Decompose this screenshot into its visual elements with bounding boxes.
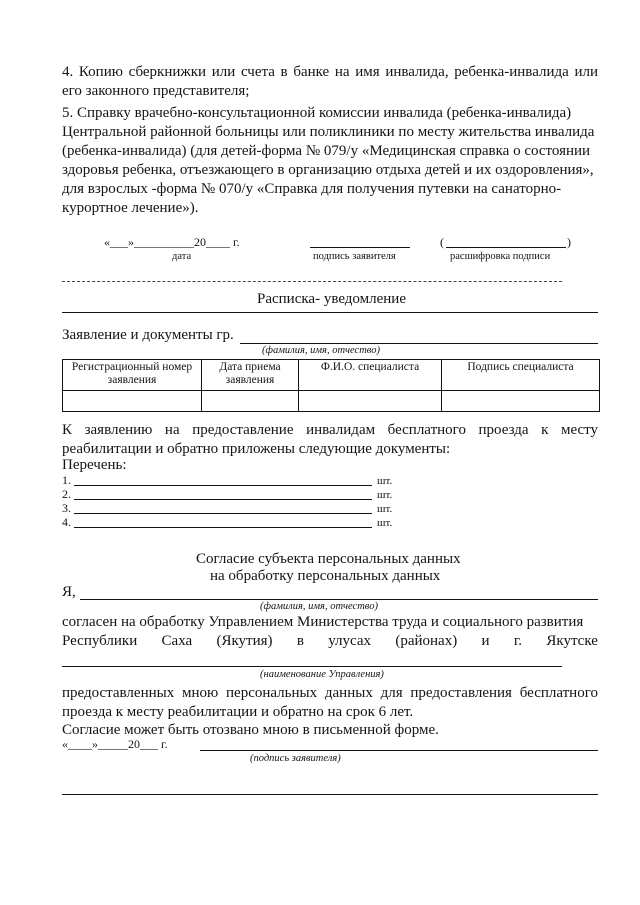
list-item-line-3[interactable] xyxy=(74,513,372,514)
receipt-title: Расписка- уведомление xyxy=(257,291,406,307)
consent-signature-line[interactable] xyxy=(200,750,598,751)
list-item-number-2: 2. xyxy=(62,487,71,501)
consent-signature-caption: (подпись заявителя) xyxy=(250,753,341,764)
list-item-number-4: 4. xyxy=(62,515,71,529)
cell-receipt-date[interactable] xyxy=(202,391,299,412)
list-item-unit-2: шт. xyxy=(377,489,393,501)
consent-date-template: «____»_____20___ г. xyxy=(62,737,168,751)
consent-revoke-text: Согласие может быть отозвано мною в письменной форме. xyxy=(62,722,439,738)
header-specialist-fio: Ф.И.О. специалиста xyxy=(299,360,442,391)
receipt-title-rule xyxy=(62,312,598,313)
table-row xyxy=(63,391,600,412)
header-reg-number: Регистрационный номер заявления xyxy=(63,360,202,391)
list-item-number-3: 3. xyxy=(62,501,71,515)
cut-line-separator xyxy=(62,281,562,282)
consent-fio-caption: (фамилия, имя, отчество) xyxy=(260,601,378,612)
consent-i-label: Я, xyxy=(62,584,76,600)
decoding-line xyxy=(446,247,566,248)
consent-provided-text: предоставленных мною персональных данных для предоставления бесплатного проезда к месту реабилитации и обратно на срок 6 лет. xyxy=(62,685,598,720)
registration-table xyxy=(62,359,600,412)
list-item-line-1[interactable] xyxy=(74,485,372,486)
list-item-unit-4: шт. xyxy=(377,517,393,529)
item-5-line-3: (ребенка-инвалида) (для детей-форма № 079/у «Медицинская справка о состоянии xyxy=(62,143,591,159)
decoding-caption: расшифровка подписи xyxy=(450,251,551,262)
bottom-rule xyxy=(62,794,598,795)
list-item-number-1: 1. xyxy=(62,473,71,487)
cell-reg-number[interactable] xyxy=(63,391,202,412)
attachment-text: К заявлению на предоставление инвалидам бесплатного проезда к месту реабилитации и обратно приложены следующие документы: xyxy=(62,422,598,457)
list-title: Перечень: xyxy=(62,457,127,473)
cell-specialist-fio[interactable] xyxy=(299,391,442,412)
agree-word: г. xyxy=(513,633,523,649)
header-specialist-signature: Подпись специалиста xyxy=(442,360,600,391)
consent-title-line-2: на обработку персональных данных xyxy=(210,568,441,584)
consent-agree-line-2 xyxy=(62,633,598,650)
agree-word: Якутске xyxy=(546,633,598,649)
applicant-fio-line xyxy=(240,343,598,344)
consent-title-line-1: Согласие субъекта персональных данных xyxy=(196,551,461,567)
department-name-line[interactable] xyxy=(62,666,562,667)
agree-word: и xyxy=(481,633,490,649)
signature-caption: подпись заявителя xyxy=(313,251,396,262)
cell-specialist-signature[interactable] xyxy=(442,391,600,412)
consent-fio-line[interactable] xyxy=(80,599,598,600)
table-header-row xyxy=(63,360,600,391)
list-item-unit-3: шт. xyxy=(377,503,393,515)
consent-agree-line-1: согласен на обработку Управлением Министерства труда и социального развития xyxy=(62,614,584,630)
item-5-line-1: 5. Справку врачебно-консультационной комиссии инвалида (ребенка-инвалида) xyxy=(62,105,572,121)
header-receipt-date: Дата приема заявления xyxy=(202,360,299,391)
decoding-close-paren: ) xyxy=(567,235,571,249)
list-item-unit-1: шт. xyxy=(377,475,393,487)
signature-line xyxy=(310,247,410,248)
agree-word: (Якутия) xyxy=(216,633,273,649)
department-caption: (наименование Управления) xyxy=(260,669,384,680)
item-4-text: 4. Копию сберкнижки или счета в банке на имя инвалида, ребенка-инвалида или его законного представителя; xyxy=(62,64,598,99)
agree-word: (районах) xyxy=(395,633,458,649)
date-caption: дата xyxy=(172,251,192,262)
item-5-line-2: Центральной районной больницы или поликлиники по месту жительства инвалида xyxy=(62,124,595,140)
applicant-fio-caption: (фамилия, имя, отчество) xyxy=(262,345,380,356)
agree-word: в xyxy=(296,633,304,649)
item-5-line-5: для взрослых -форма № 070/у «Справка для получения путевки на санаторно- xyxy=(62,181,562,197)
agree-word: улусах xyxy=(328,633,372,649)
statement-label: Заявление и документы гр. xyxy=(62,327,234,343)
list-item-line-4[interactable] xyxy=(74,527,372,528)
decoding-open-paren: ( xyxy=(440,235,444,249)
list-item-line-2[interactable] xyxy=(74,499,372,500)
agree-word: Республики xyxy=(62,633,138,649)
date-template: «___»__________20____ г. xyxy=(104,235,240,249)
item-5-line-4: здоровья ребенка, отъезжающего в организацию отдыха детей и их оздоровления», xyxy=(62,162,594,178)
agree-word: Саха xyxy=(161,633,193,649)
item-5-line-6: курортное лечение»). xyxy=(62,200,199,216)
